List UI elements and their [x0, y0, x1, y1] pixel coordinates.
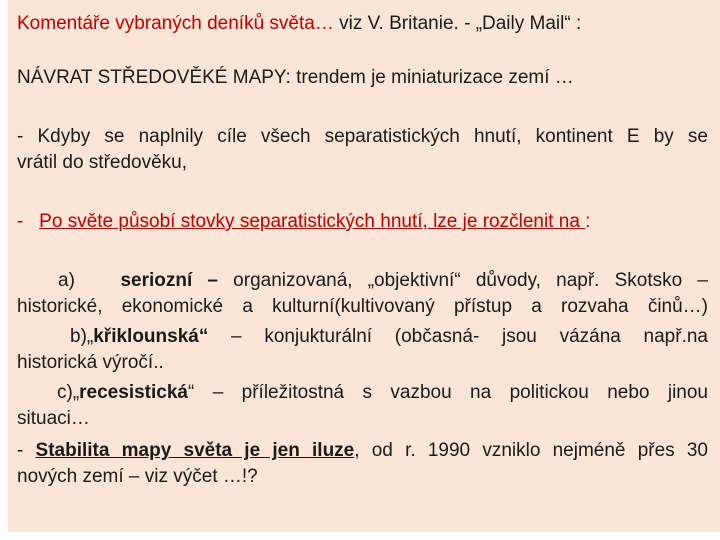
title-lead: Komentáře vybraných deníků světa… [17, 13, 334, 34]
item-a-term: seriozní – [120, 270, 218, 291]
stability-line-2: nových zemí – viz výčet …!? [17, 466, 258, 487]
item-c-rest: “ – příležitostná s vazbou na politickou nebo jinou [187, 382, 708, 403]
item-a-line-2: historické, ekonomické a kulturní(kultivovaný přístup a rozvaha činů…) [17, 296, 708, 317]
heading: NÁVRAT STŘEDOVĚKÉ MAPY: trendem je miniaturizace zemí … [17, 67, 574, 88]
item-c-term: recesistická [79, 382, 188, 403]
stability-rest: , od r. 1990 vzniklo nejméně přes 30 [354, 440, 708, 461]
item-b-line-1 [70, 324, 708, 350]
item-c-line-1 [57, 380, 708, 406]
stability-dash: - [17, 440, 36, 461]
bullet-text: Po světe působí stovky separatistických hnutí, lze je rozčlenit na [39, 211, 586, 232]
item-a-rest: organizovaná, „objektivní“ důvody, např. Skotsko – [218, 270, 708, 291]
stability-underlined: Stabilita mapy světa je jen iluze [35, 440, 355, 461]
item-a-prefix: a) [58, 270, 75, 291]
item-a-line-1 [58, 268, 708, 294]
title-rest: viz V. Britanie. - „Daily Mail“ : [333, 13, 582, 34]
item-c-line-2: situaci… [17, 408, 90, 429]
paragraph-line-1: - Kdyby se naplnily cíle všech separatistických hnutí, kontinent E by se [17, 126, 708, 147]
separatist-bullet [17, 209, 708, 235]
item-b-line-2: historická výročí.. [17, 352, 164, 373]
slide [8, 0, 720, 532]
slide-title [17, 11, 708, 37]
paragraph-line-2: vrátil do středověku, [17, 152, 188, 173]
item-c-prefix: c)„ [57, 382, 80, 403]
bullet-dash: - [17, 211, 24, 232]
bullet-colon: : [585, 211, 591, 232]
item-b-term: křiklounská“ [93, 326, 209, 347]
item-b-prefix: b)„ [70, 326, 94, 347]
item-b-rest: – konjukturální (občasná- jsou vázána např.na [208, 326, 708, 347]
stability-line-1 [17, 438, 708, 464]
